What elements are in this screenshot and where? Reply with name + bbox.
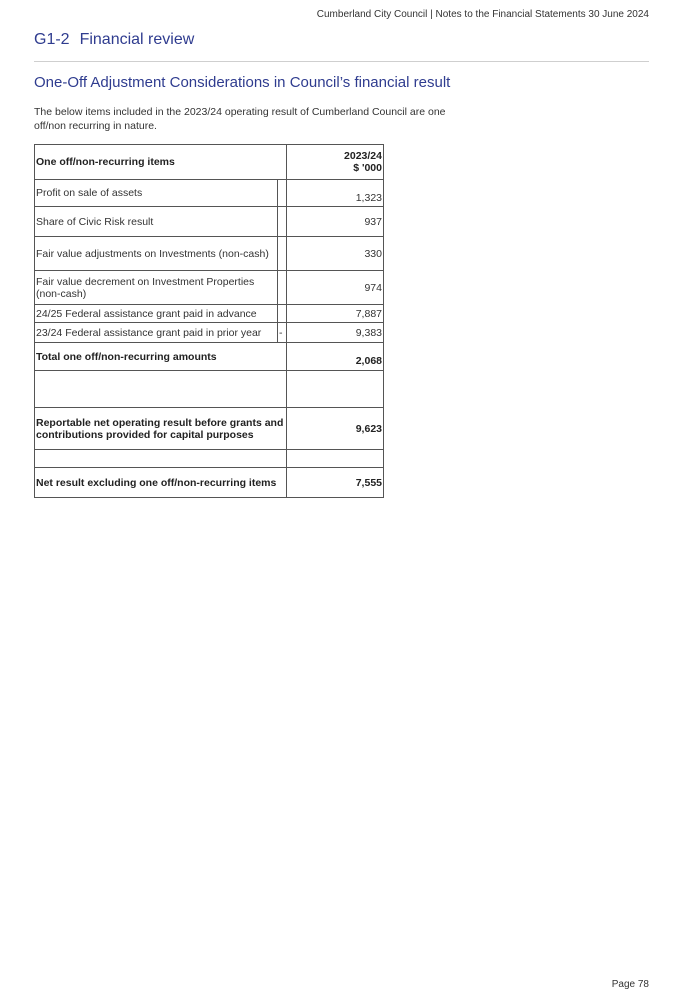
net-result-value: 7,555 <box>287 468 384 498</box>
subheading: One-Off Adjustment Considerations in Council’s financial result <box>34 74 451 91</box>
row-marker <box>278 237 287 271</box>
column-header-year-label: 2023/24 <box>344 150 382 162</box>
blank-row <box>35 371 384 408</box>
row-marker <box>278 180 287 207</box>
section-title: Financial review <box>79 31 195 48</box>
row-label: Share of Civic Risk result <box>35 207 278 237</box>
row-label: Fair value decrement on Investment Properties (non-cash) <box>35 271 278 305</box>
running-header: Cumberland City Council | Notes to the Financial Statements 30 June 2024 <box>316 9 649 20</box>
row-label: 24/25 Federal assistance grant paid in advance <box>35 305 278 323</box>
total-row <box>35 343 384 371</box>
table-header-row <box>35 145 384 180</box>
row-label: 23/24 Federal assistance grant paid in prior year <box>35 323 278 343</box>
blank-cell <box>287 371 384 408</box>
row-value: 937 <box>287 207 384 237</box>
table-row <box>35 207 384 237</box>
intro-paragraph: The below items included in the 2023/24 operating result of Cumberland Council are one off/non recurring in nature. <box>34 106 446 132</box>
table-row <box>35 323 384 343</box>
column-header-year <box>287 145 384 180</box>
table-row <box>35 237 384 271</box>
reportable-row <box>35 408 384 450</box>
total-label: Total one off/non-recurring amounts <box>35 343 287 371</box>
blank-cell <box>35 450 287 468</box>
total-value: 2,068 <box>287 343 384 371</box>
section-code: G1-2 <box>34 31 70 48</box>
row-value: 7,887 <box>287 305 384 323</box>
table-row <box>35 305 384 323</box>
blank-cell <box>35 371 287 408</box>
net-result-label: Net result excluding one off/non-recurring items <box>35 468 287 498</box>
row-label: Profit on sale of assets <box>35 180 278 207</box>
table-row <box>35 180 384 207</box>
section-heading <box>34 31 194 49</box>
blank-cell <box>287 450 384 468</box>
heading-divider <box>34 61 649 62</box>
row-marker: - <box>278 323 287 343</box>
row-value: 9,383 <box>287 323 384 343</box>
row-value: 1,323 <box>287 180 384 207</box>
one-off-items-table <box>34 144 384 498</box>
row-marker <box>278 271 287 305</box>
row-label: Fair value adjustments on Investments (non-cash) <box>35 237 278 271</box>
net-result-row <box>35 468 384 498</box>
row-marker <box>278 207 287 237</box>
table-row <box>35 271 384 305</box>
row-value: 330 <box>287 237 384 271</box>
column-header-unit: $ '000 <box>353 162 382 174</box>
row-value: 974 <box>287 271 384 305</box>
reportable-label: Reportable net operating result before grants and contributions provided for capital purposes <box>35 408 287 450</box>
page-number: Page 78 <box>611 979 649 990</box>
row-marker <box>278 305 287 323</box>
blank-row <box>35 450 384 468</box>
column-header-items: One off/non-recurring items <box>35 145 287 180</box>
reportable-value: 9,623 <box>287 408 384 450</box>
